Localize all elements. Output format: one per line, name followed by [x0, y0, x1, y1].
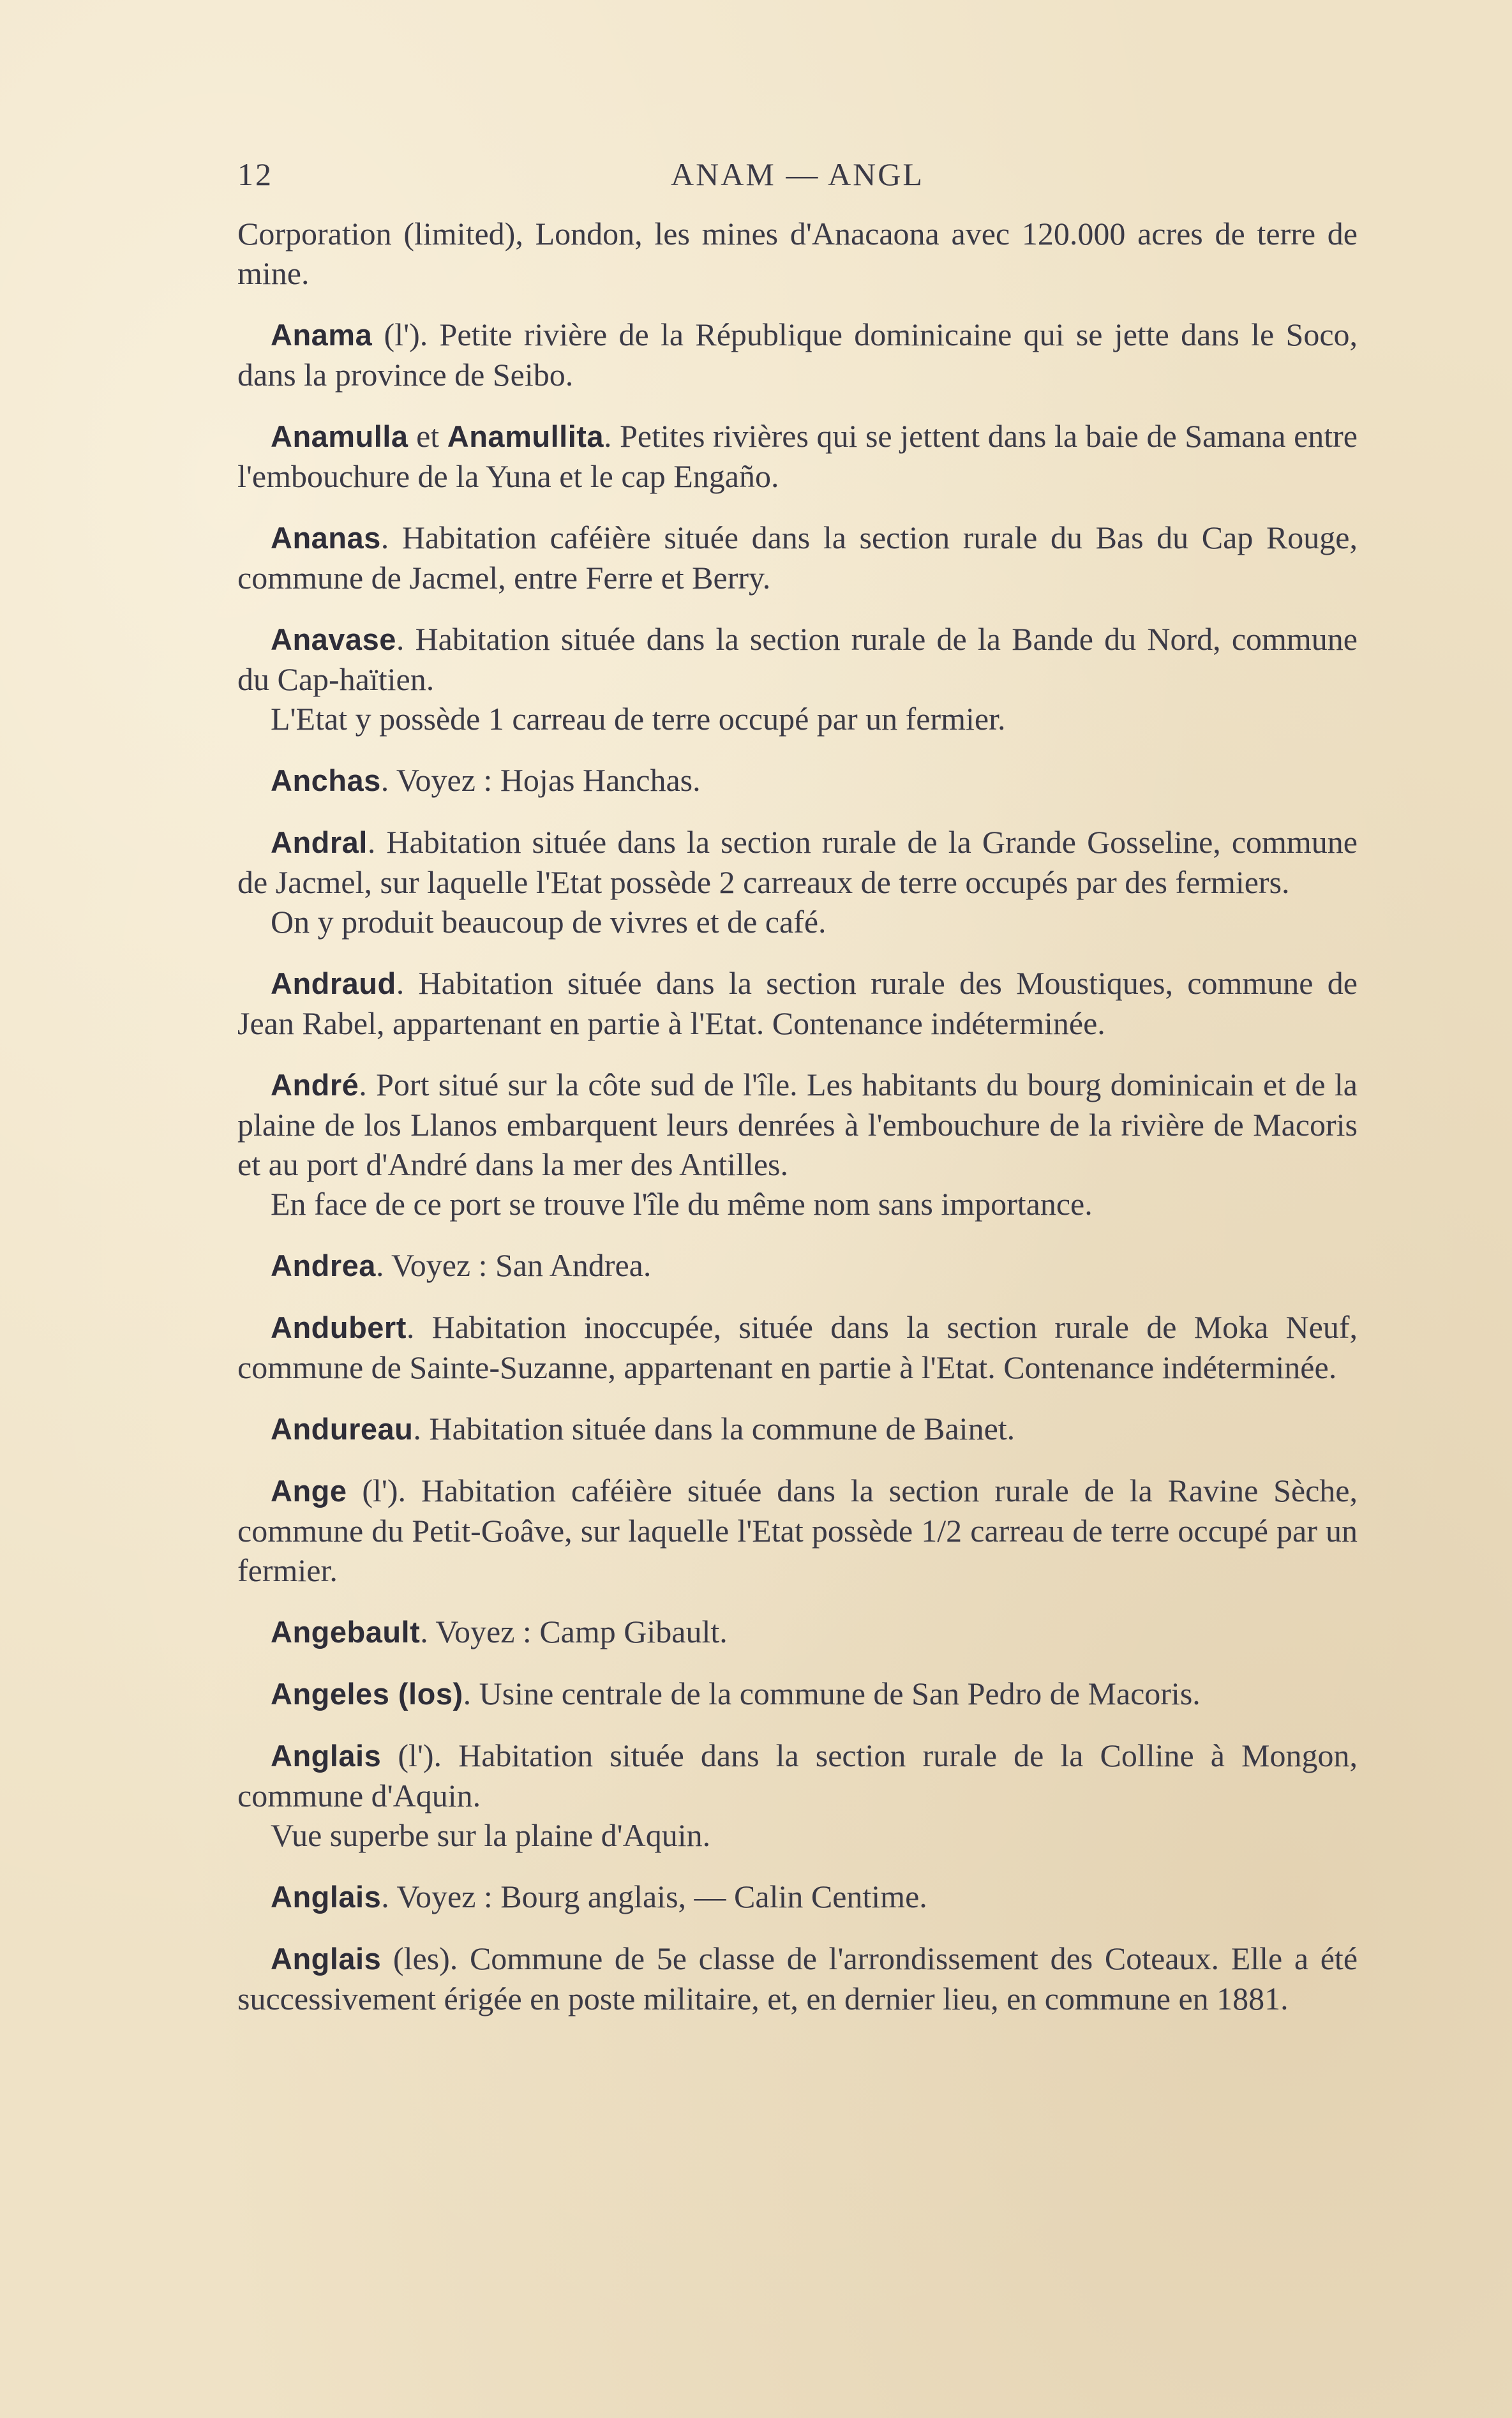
dictionary-entry-andre — [237, 1065, 1358, 1224]
entry-headword: Anavase — [271, 622, 396, 656]
entry-text: Port situé sur la côte sud de l'île. Les habitants du bourg dominicain et de la plaine de los Llanos embarquent leurs denrées à l'embouchure de la rivière de Macoris et au port d'André dans la mer des Antilles. — [237, 1067, 1358, 1182]
entry-article: . — [420, 1614, 428, 1649]
entry-extra: En face de ce port se trouve l'île du même nom sans importance. — [271, 1186, 1093, 1222]
dictionary-text — [237, 214, 1358, 2040]
entry-text: Habitation située dans la commune de Bainet. — [421, 1411, 1015, 1446]
entry-text: Habitation située dans la section rurale de la Bande du Nord, commune du Cap-haïtien. — [237, 621, 1358, 697]
dictionary-entry-angeles — [237, 1674, 1358, 1714]
entry-headword: Ananas — [271, 521, 381, 555]
entry-article: . — [413, 1411, 421, 1446]
entry-text: Commune de 5e classe de l'arrondissement des Coteaux. Elle a été successivement érigée en poste militaire, et, en dernier lieu, en commune en 1881. — [237, 1941, 1358, 2016]
entry-text: Voyez : San Andrea. — [384, 1247, 652, 1283]
entry-headword: Anglais — [271, 1880, 382, 1914]
dictionary-entry-andureau — [237, 1409, 1358, 1449]
entry-article: . — [396, 621, 405, 657]
entry-headword: Anama — [271, 318, 373, 352]
entry-headword-secondary: Anamullita — [447, 419, 604, 453]
dictionary-entry-andraud — [237, 963, 1358, 1043]
entry-headword: Anamulla — [271, 419, 408, 453]
entry-text: Voyez : Hojas Hanchas. — [389, 762, 701, 798]
entry-headword: Anglais — [271, 1942, 382, 1976]
entry-text: Corporation (limited), London, les mines d'Anacaona avec 120.000 acres de terre de mine. — [237, 216, 1358, 291]
dictionary-entry-anchas — [237, 760, 1358, 800]
page-number: 12 — [237, 156, 273, 192]
entry-article: . — [380, 762, 389, 798]
running-title: ANAM — ANGL — [671, 156, 924, 192]
entry-extra: Vue superbe sur la plaine d'Aquin. — [271, 1817, 711, 1853]
entry-text: Petite rivière de la République dominicaine qui se jette dans le Soco, dans la province de Seibo. — [237, 317, 1358, 393]
entry-text: Habitation située dans la section rurale de la Grande Gosseline, commune de Jacmel, sur laquelle l'Etat possède 2 carreaux de terre occupés par des fermiers. — [237, 824, 1358, 900]
entry-article: . — [359, 1067, 367, 1102]
entry-article: (l'). — [372, 317, 428, 352]
entry-text: . Petites rivières qui se jettent dans la baie de Samana entre l'embouchure de la Yuna et le cap Engaño. — [237, 418, 1358, 494]
dictionary-entry-continuation — [237, 214, 1358, 293]
entry-article: . — [380, 520, 389, 555]
entry-headword: Angeles (los) — [271, 1677, 463, 1711]
entry-text: Habitation située dans la section rurale des Moustiques, commune de Jean Rabel, appartenant en partie à l'Etat. Contenance indéterminée. — [237, 965, 1358, 1041]
entry-headword: André — [271, 1068, 359, 1102]
dictionary-entry-anamulla — [237, 416, 1358, 496]
entry-headword: Anchas — [271, 763, 381, 797]
entry-article: (les). — [381, 1941, 458, 1976]
entry-headword: Andubert — [271, 1310, 407, 1344]
dictionary-entry-angebault — [237, 1612, 1358, 1652]
entry-text: Voyez : Camp Gibault. — [428, 1614, 728, 1649]
dictionary-entry-ange — [237, 1471, 1358, 1590]
dictionary-entry-andubert — [237, 1307, 1358, 1387]
dictionary-entry-anglais — [237, 1877, 1358, 1917]
dictionary-entry-anama — [237, 315, 1358, 394]
entry-text: Voyez : Bourg anglais, — Calin Centime. — [389, 1879, 927, 1914]
entry-article: . — [463, 1676, 472, 1711]
entry-text: Usine centrale de la commune de San Pedro de Macoris. — [471, 1676, 1201, 1711]
entry-article: (l'). — [381, 1738, 442, 1773]
dictionary-entry-anglais-les — [237, 1939, 1358, 2018]
entry-article: . — [381, 1879, 389, 1914]
entry-headword: Andureau — [271, 1412, 414, 1446]
entry-headword: Andrea — [271, 1249, 376, 1282]
dictionary-entry-andral — [237, 822, 1358, 942]
entry-text: Habitation située dans la section rurale de la Colline à Mongon, commune d'Aquin. — [237, 1738, 1358, 1814]
dictionary-entry-anglais-l — [237, 1736, 1358, 1855]
entry-article: (l'). — [347, 1473, 407, 1508]
entry-headword: Ange — [271, 1474, 347, 1508]
entry-extra: L'Etat y possède 1 carreau de terre occupé par un fermier. — [271, 701, 1006, 737]
dictionary-entry-andrea — [237, 1245, 1358, 1286]
entry-headword: Anglais — [271, 1739, 382, 1773]
entry-text: Habitation caféière située dans la section rurale de la Ravine Sèche, commune du Petit-Goâve, sur laquelle l'Etat possède 1/2 carreau de terre occupé par un fermier. — [237, 1473, 1358, 1588]
entry-headword: Andral — [271, 825, 368, 859]
entry-article: et — [408, 418, 447, 454]
entry-article: . — [375, 1247, 384, 1283]
dictionary-entry-anavase — [237, 619, 1358, 739]
entry-headword: Angebault — [271, 1615, 421, 1649]
entry-article: . — [396, 965, 405, 1001]
dictionary-entry-ananas — [237, 518, 1358, 597]
entry-headword: Andraud — [271, 966, 396, 1000]
page-header — [237, 152, 1358, 197]
entry-article: . — [367, 824, 376, 860]
entry-article: . — [406, 1309, 415, 1345]
entry-text: Habitation inoccupée, située dans la section rurale de Moka Neuf, commune de Sainte-Suzanne, appartenant en partie à l'Etat. Contenance indéterminée. — [237, 1309, 1358, 1385]
entry-extra: On y produit beaucoup de vivres et de café. — [271, 904, 827, 940]
entry-text: Habitation caféière située dans la section rurale du Bas du Cap Rouge, commune de Jacmel, entre Ferre et Berry. — [237, 520, 1358, 596]
